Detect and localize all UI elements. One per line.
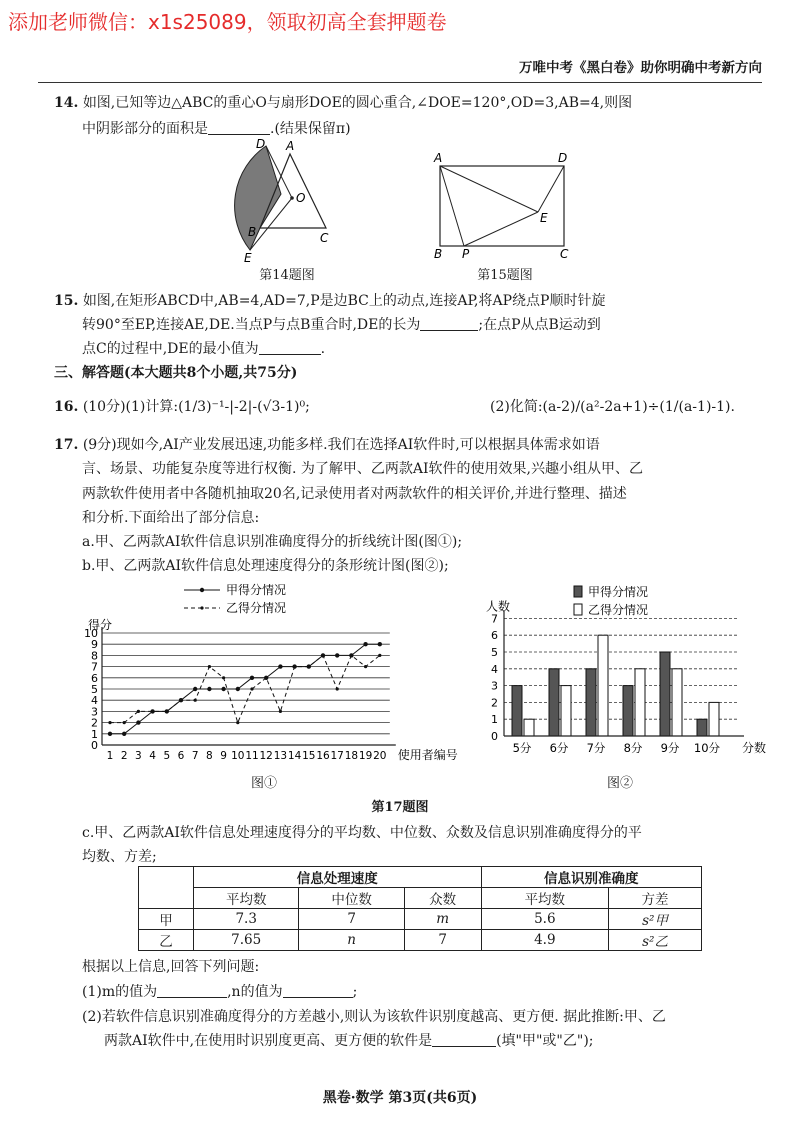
q15-label-c: C [560,247,569,261]
q17-ask2-text-a: 两款AI软件中,在使用时识别度更高、更方便的软件是 [104,1033,433,1049]
table-header-row [139,888,702,909]
q14-text-2a: 中阴影部分的面积是 [82,121,208,137]
q14-point-o [290,196,294,200]
q14-text-1: 如图,已知等边△ABC的重心O与扇形DOE的圆心重合,∠DOE=120°,OD=3,AB=4,则图 [82,95,633,111]
q14-fig-caption: 第14题图 [259,268,315,283]
table-header: 平均数 [194,888,299,909]
q14-text-2b: .(结果保留π) [270,121,351,137]
table-row [139,909,702,930]
data-point [165,710,168,713]
data-point [236,687,240,691]
q17-fig-caption: 第17题图 [371,800,429,815]
line-chart-title: 图① [250,776,277,791]
x-tick-label: 18 [344,750,359,762]
q17-ask1-a: (1)m的值为 [82,984,158,1000]
legend-label: 甲得分情况 [226,583,287,597]
bar [598,635,608,736]
y-axis-label: 得分 [88,618,113,632]
q17-m-blank[interactable] [157,983,227,998]
data-point [137,710,140,713]
q17-ask2-blank[interactable] [432,1032,496,1047]
data-point [123,721,126,724]
q16-line [54,398,310,416]
q14-label-c: C [320,231,329,245]
data-point [336,687,339,690]
page-header: 万唯中考《黑白卷》助你明确中考新方向 [519,60,762,76]
q15-de [538,166,564,212]
q17-ask1-b: ,n的值为 [227,984,283,1000]
x-tick-label: 5分 [512,741,532,755]
q15-line1 [54,292,605,310]
x-tick-label: 12 [259,750,273,762]
x-tick-label: 4 [149,750,156,762]
data-point [279,710,282,713]
legend-label: 乙得分情况 [226,601,287,615]
x-tick-label: 7 [191,750,199,762]
bar [697,719,707,736]
bar [623,686,633,736]
q17-line1 [54,436,600,454]
q14-number: 14. [54,95,79,111]
legend-marker [200,588,204,592]
data-point [307,665,310,668]
q15-text-1: 如图,在矩形ABCD中,AB=4,AD=7,P是边BC上的动点,连接AP,将AP绕点P顺时针旋 [82,293,606,309]
data-point [221,687,225,691]
table-group-accuracy: 信息识别准确度 [481,867,701,888]
data-point [236,721,239,724]
legend-label: 乙得分情况 [588,603,649,617]
y-tick-label: 6 [491,629,498,643]
table-cell: 5.6 [481,909,609,930]
data-point [193,687,197,691]
q14-answer-blank[interactable] [208,120,270,135]
data-point [265,676,268,679]
data-point [278,664,282,668]
bar [672,669,682,736]
x-tick-label: 15 [302,750,316,762]
y-tick-label: 1 [91,727,98,741]
q15-text-2b: ;在点P从点B运动到 [478,317,601,333]
y-tick-label: 2 [491,696,498,710]
x-tick-label: 14 [287,750,302,762]
q14-label-b: B [248,225,257,239]
q17-ask1 [82,983,357,1001]
row-label: 甲 [139,909,194,930]
table-cell: 7.65 [194,930,299,951]
data-point [108,721,111,724]
x-tick-label: 8分 [623,741,643,755]
bar [561,686,571,736]
legend-label: 甲得分情况 [588,585,649,599]
y-tick-label: 9 [91,638,98,652]
table-header: 众数 [404,888,481,909]
q14-figure [222,136,352,264]
data-point [321,654,324,657]
x-tick-label: 19 [358,750,373,762]
bar [586,669,596,736]
bar [549,669,559,736]
q14-label-d: D [256,137,266,151]
data-point [335,653,339,657]
x-tick-label: 6分 [549,741,569,755]
q15-pe [464,212,538,246]
x-axis-label: 分数 [742,741,767,755]
bar-chart-legend [574,584,648,617]
x-tick-label: 2 [120,750,128,762]
data-point [108,732,112,736]
q15-label-e: E [540,211,548,225]
data-point [350,654,353,657]
q15-fig-caption: 第15题图 [477,268,533,283]
y-tick-label: 3 [491,679,498,693]
y-tick-label: 0 [491,730,498,743]
y-tick-label: 4 [91,694,98,708]
y-tick-label: 5 [491,646,498,659]
q15-answer-blank-2[interactable] [259,340,321,355]
q15-label-d: D [558,151,568,165]
q17-ask2-line1: (2)若软件信息识别准确度得分的方差越小,则认为该软件识别度越高、更方便. 据此推断:甲、乙 [82,1009,666,1025]
q15-line2 [82,316,601,334]
q15-number: 15. [54,293,79,309]
data-point [194,699,197,702]
x-tick-label: 3 [135,750,142,762]
bar [512,686,522,736]
x-tick-label: 9分 [660,741,680,755]
q17-text-2: 言、场景、功能复杂度等进行权衡. 为了解甲、乙两款AI软件的使用效果,兴趣小组从甲、乙 [82,461,643,477]
y-axis-label: 人数 [486,599,511,614]
q15-ap [440,166,464,246]
table-cell: 7 [299,909,404,930]
q17-ask1-c: ; [352,984,358,1000]
table-group-row [139,867,702,888]
header-rule [38,82,762,83]
q17-info-a: a.甲、乙两款AI软件信息识别准确度得分的折线统计图(图①); [82,534,463,550]
data-point [179,699,182,702]
x-tick-label: 20 [373,750,387,762]
q15-answer-blank-1[interactable] [420,316,478,331]
bar [635,669,645,736]
q15-label-b: B [434,247,443,261]
data-point [222,676,225,679]
legend-swatch [574,604,582,615]
x-axis-label: 使用者编号 [397,748,458,762]
q14-label-a: A [286,139,295,153]
q17-text-4: 和分析.下面给出了部分信息: [82,510,260,526]
y-tick-label: 3 [91,705,98,719]
x-tick-label: 9 [220,750,227,762]
q15-text-3b: . [320,341,326,357]
bar-chart-grid [504,618,738,719]
q15-ae [440,166,538,212]
data-point [378,642,382,646]
q15-figure [430,150,580,260]
x-tick-label: 10 [231,750,245,762]
y-tick-label: 4 [491,662,498,676]
line-chart-legend [184,582,286,615]
y-tick-label: 1 [491,713,498,727]
q17-info-c2: 均数、方差; [82,849,157,865]
table-header: 平均数 [481,888,609,909]
y-tick-label: 2 [91,716,98,730]
q15-text-3a: 点C的过程中,DE的最小值为 [82,341,259,357]
legend-marker [200,606,203,609]
bar [524,719,534,736]
data-point [151,710,154,713]
q17-info-c1: c.甲、乙两款AI软件信息处理速度得分的平均数、中位数、众数及信息识别准确度得分的平 [82,825,642,841]
data-point [122,732,126,736]
q14-line1 [54,94,632,112]
q17-info-b: b.甲、乙两款AI软件信息处理速度得分的条形统计图(图②); [82,558,449,574]
table-cell: 7 [404,930,481,951]
section-3-title: 三、解答题(本大题共8个小题,共75分) [54,365,298,381]
table-header: 方差 [609,888,702,909]
q17-ask2-line2 [104,1032,594,1050]
data-point [207,687,211,691]
stats-table [138,866,702,951]
x-tick-label: 13 [273,750,288,762]
x-tick-label: 5 [163,750,171,762]
x-tick-label: 7分 [586,741,606,755]
data-point [363,642,367,646]
table-cell: s²乙 [609,930,702,951]
x-tick-label: 11 [245,750,259,762]
table-row [139,930,702,951]
q17-ask2-text-b: (填"甲"或"乙"); [496,1033,594,1049]
y-tick-label: 6 [91,671,98,685]
q16-part1: (10分)(1)计算:(1/3)⁻¹-|-2|-(√3-1)⁰; [82,399,310,415]
data-point [250,687,253,690]
row-label: 乙 [139,930,194,951]
x-tick-label: 17 [330,750,344,762]
q16-part2: (2)化简:(a-2)/(a²-2a+1)÷(1/(a-1)-1). [490,399,735,415]
q17-number: 17. [54,437,79,453]
table-header: 中位数 [299,888,404,909]
data-point [208,665,211,668]
data-point [378,654,381,657]
bar [709,702,719,736]
table-cell: 4.9 [481,930,609,951]
line-chart-grid [102,633,390,734]
data-point [293,665,296,668]
x-tick-label: 1 [106,750,114,762]
y-tick-label: 7 [491,612,498,626]
q15-label-p: P [462,247,470,261]
table-cell: m [404,909,481,930]
line-chart-axes [102,627,396,745]
y-tick-label: 0 [91,739,98,752]
q15-line3 [82,340,325,358]
bar [660,652,670,736]
bar-chart-title: 图② [606,776,633,791]
table-group-speed: 信息处理速度 [194,867,482,888]
q14-label-o: O [296,191,306,205]
data-point [136,720,140,724]
q15-rectangle [440,166,564,246]
x-tick-label: 8 [206,750,213,762]
q16-number: 16. [54,399,79,415]
table-cell: s²甲 [609,909,702,930]
q17-text-1: (9分)现如今,AI产业发展迅速,功能多样.我们在选择AI软件时,可以根据具体需求如语 [82,437,600,453]
data-point [364,665,367,668]
line-chart [84,580,464,770]
x-tick-label: 16 [316,750,330,762]
y-tick-label: 10 [84,627,98,640]
y-tick-label: 7 [91,660,98,674]
q15-text-2a: 转90°至EP,连接AE,DE.当点P与点B重合时,DE的长为 [82,317,421,333]
bar-chart [478,584,767,770]
table-cell: n [299,930,404,951]
q17-n-blank[interactable] [283,983,353,998]
watermark-text: 添加老师微信：x1s25089，领取初高全套押题卷 [8,10,447,34]
q15-label-a: A [434,151,443,165]
x-tick-label: 6 [177,750,185,762]
q14-label-e: E [244,251,252,265]
legend-swatch [574,586,582,597]
y-tick-label: 5 [91,683,98,696]
data-point [250,676,254,680]
table-corner [139,867,194,909]
y-tick-label: 8 [91,649,98,663]
table-cell: 7.3 [194,909,299,930]
q17-text-3: 两款软件使用者中各随机抽取20名,记录使用者对两款软件的相关评价,并进行整理、描述 [82,486,627,502]
page-footer: 黑卷·数学 第3页(共6页) [322,1090,478,1106]
x-tick-label: 10分 [693,741,721,755]
q17-ask-intro: 根据以上信息,回答下列问题: [82,959,260,975]
